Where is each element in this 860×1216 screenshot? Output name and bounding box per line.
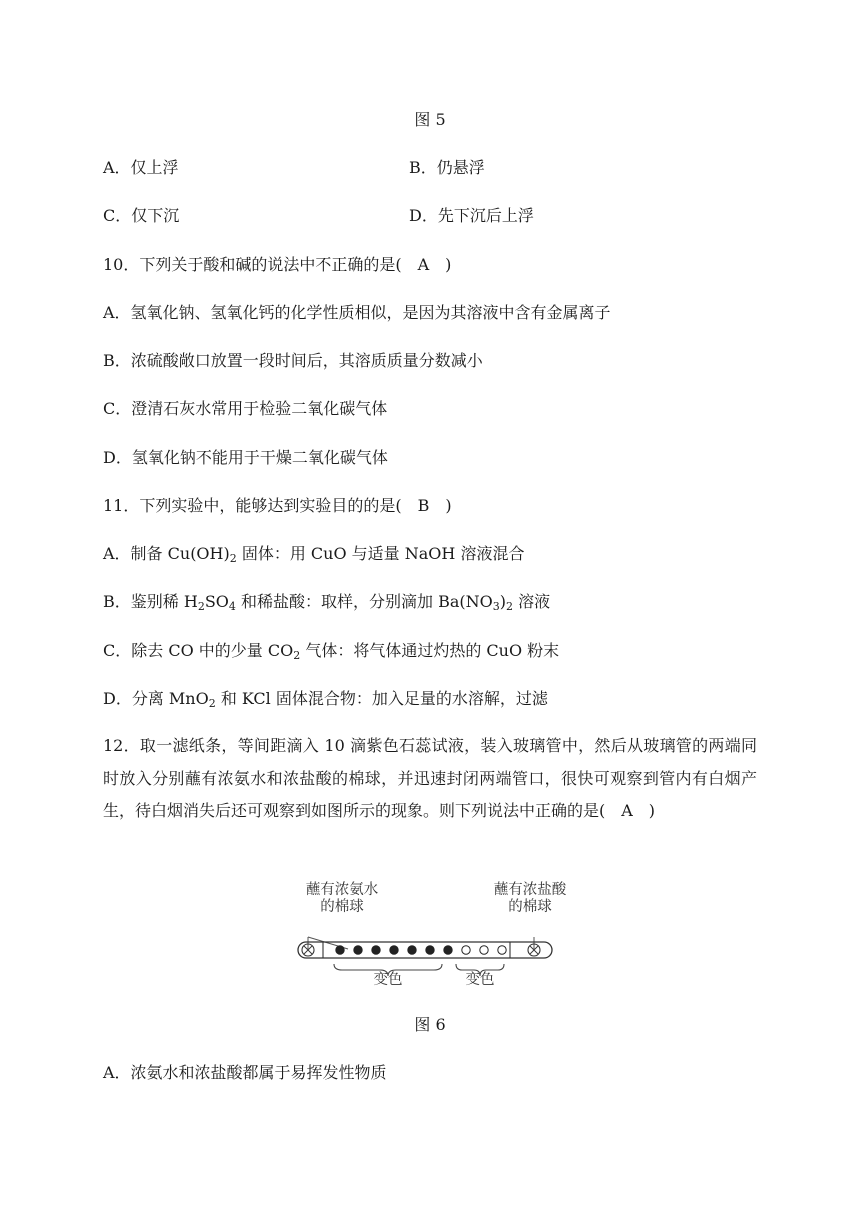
- right-brace-label: 变色: [465, 972, 495, 988]
- filled-drop: [372, 946, 380, 954]
- q11-stem: 11．下列实验中，能够达到实验目的的是( B ): [103, 496, 452, 515]
- hollow-drop: [480, 946, 488, 954]
- hollow-drop: [498, 946, 506, 954]
- q10-option-c: C．澄清石灰水常用于检验二氧化碳气体: [103, 399, 388, 418]
- q9-option-a: A．仅上浮: [103, 158, 179, 177]
- q10-option-b: B．浓硫酸敞口放置一段时间后，其溶质质量分数减小: [103, 351, 483, 370]
- q9-option-d: D．先下沉后上浮: [409, 206, 534, 225]
- filled-drop: [408, 946, 416, 954]
- q12-option-a: A．浓氨水和浓盐酸都属于易挥发性物质: [103, 1063, 387, 1082]
- left-label: 蘸有浓氨水 的棉球: [305, 882, 379, 915]
- litmus-drops: [336, 946, 506, 954]
- left-brace-label: 变色: [373, 972, 403, 988]
- figure-6-tube-diagram: [296, 878, 567, 994]
- q9-option-b: B．仍悬浮: [409, 158, 485, 177]
- q11-option-d: D．分离 MnO$_2$ 和 KCl 固体混合物：加入足量的水溶解，过滤: [103, 689, 548, 710]
- q10-option-a: A．氢氧化钠、氢氧化钙的化学性质相似，是因为其溶液中含有金属离子: [103, 303, 611, 322]
- filled-drop: [444, 946, 452, 954]
- hollow-drop: [462, 946, 470, 954]
- tube-svg: [296, 914, 560, 994]
- q11-option-a: A．制备 $Cu(OH)_2$ 固体：用 CuO 与适量 NaOH 溶液混合: [103, 544, 525, 565]
- filled-drop: [426, 946, 434, 954]
- q9-options-row-2: [103, 206, 534, 226]
- filled-drop: [390, 946, 398, 954]
- q11-option-b: B．鉴别稀 $H_2SO_4$ 和稀盐酸：取样，分别滴加 $Ba(NO_3)_2$ 溶液: [103, 592, 551, 613]
- q12-stem: 12．取一滤纸条，等间距滴入 10 滴紫色石蕊试液，装入玻璃管中，然后从玻璃管的两端同时放入分别蘸有浓氨水和浓盐酸的棉球，并迅速封闭两端管口，很快可观察到管内有白烟产生，待白烟消失后还可观察到如图所示的现象。则下列说法中正确的是( A ): [103, 736, 757, 820]
- filled-drop: [336, 946, 344, 954]
- q10-option-d: D．氢氧化钠不能用于干燥二氧化碳气体: [103, 448, 388, 467]
- q10-stem: 10．下列关于酸和碱的说法中不正确的是( A ): [103, 255, 452, 274]
- filled-drop: [354, 946, 362, 954]
- figure-5-caption: 图 5: [414, 110, 446, 129]
- q11-option-c: C．除去 CO 中的少量 $CO_2$ 气体：将气体通过灼热的 CuO 粉末: [103, 641, 560, 662]
- q9-option-c: C．仅下沉: [103, 206, 180, 225]
- right-label: 蘸有浓盐酸 的棉球: [493, 882, 567, 915]
- figure-6-caption: 图 6: [414, 1015, 446, 1034]
- q9-options-row-1: [103, 158, 485, 178]
